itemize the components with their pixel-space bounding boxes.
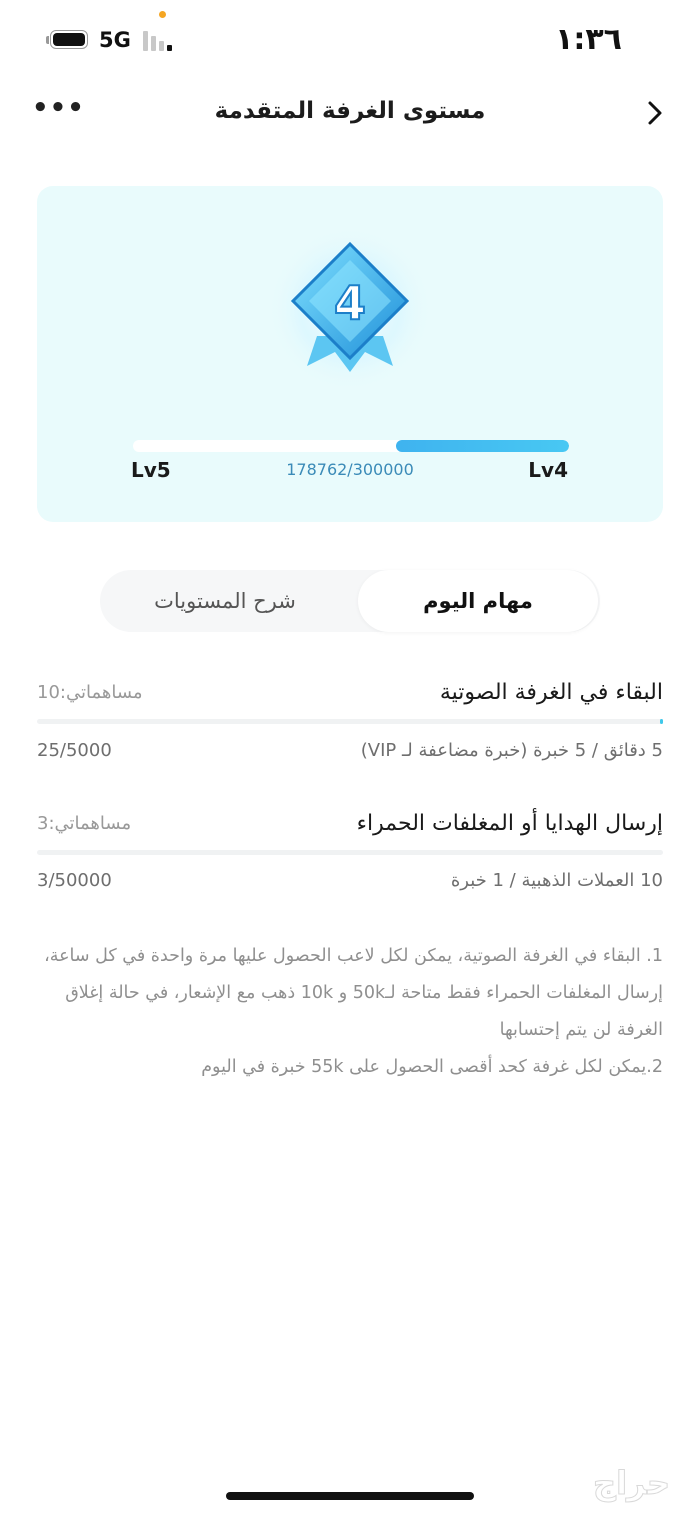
status-time: ١:٣٦	[555, 22, 622, 57]
task-reward: 5 دقائق / 5 خبرة (خبرة مضاعفة لـ VIP)	[360, 740, 663, 761]
task-title: إرسال الهدايا أو المغلفات الحمراء	[356, 811, 663, 836]
level-badge-icon	[267, 226, 433, 392]
task-contribution: مساهماتي:10	[37, 682, 143, 703]
level-progress-bar	[133, 440, 569, 452]
task-count: 3/50000	[37, 870, 112, 891]
task-progress-bar	[37, 850, 663, 855]
tab-daily-tasks[interactable]: مهام اليوم	[358, 570, 598, 632]
rules-notes	[37, 938, 663, 1086]
watermark-logo: حراج	[593, 1464, 670, 1502]
more-options-button[interactable]: •••	[32, 93, 85, 123]
home-indicator[interactable]	[226, 1492, 474, 1500]
signal-strength-icon	[138, 30, 172, 51]
task-progress-fill	[660, 719, 663, 724]
network-type-label: 5G	[99, 28, 131, 52]
battery-icon	[46, 30, 90, 51]
task-progress-bar	[37, 719, 663, 724]
level-card	[37, 186, 663, 522]
recording-indicator-dot	[159, 11, 166, 18]
rule-note: 2.يمكن لكل غرفة كحد أقصى الحصول على 55k خبرة في اليوم	[201, 1057, 663, 1077]
current-level-label: Lv4	[528, 458, 568, 482]
task-reward: 10 العملات الذهبية / 1 خبرة	[450, 870, 663, 891]
page-title: مستوى الغرفة المتقدمة	[214, 98, 486, 124]
level-badge-number: 4	[333, 276, 367, 330]
task-contribution: مساهماتي:3	[37, 813, 132, 834]
next-level-label: Lv5	[131, 458, 171, 482]
tab-level-explanation[interactable]: شرح المستويات	[154, 589, 296, 613]
level-progress-fill	[396, 440, 569, 452]
rule-note: 1. البقاء في الغرفة الصوتية، يمكن لكل لاعب الحصول عليها مرة واحدة في كل ساعة، إرسال المغلفات الحمراء فقط متاحة لـ50k و 10k ذهب مع الإشعار، في حالة إغلاق الغرفة لن يتم إحتسابها	[44, 946, 663, 1040]
task-count: 25/5000	[37, 740, 112, 761]
task-title: البقاء في الغرفة الصوتية	[439, 680, 663, 705]
experience-value: 178762/300000	[286, 460, 414, 479]
tab-bar	[100, 570, 600, 632]
